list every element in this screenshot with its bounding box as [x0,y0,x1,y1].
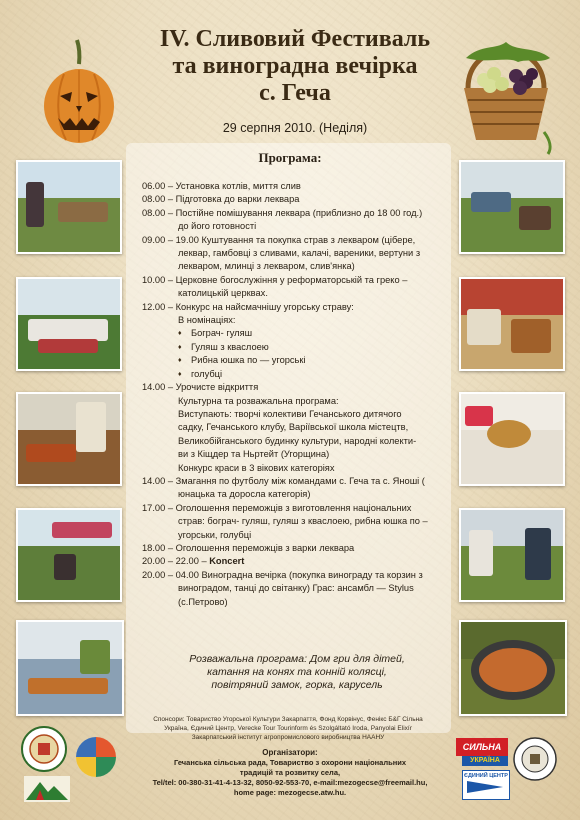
concert-label: Koncert [209,556,245,567]
event-date: 29 серпня 2010. (Неділя) [222,121,368,135]
program-row: угорськи, голубці [178,529,252,540]
festival-emblem-logo [74,735,118,779]
title-line-1: IV. Сливовий Фестиваль [159,26,431,52]
ukraina-logo-text: УКРАЇНА [470,757,500,764]
nomination-item: ♦ Гуляш з кваслоею [142,341,442,354]
program-row: 20.00 – 04.00 Виноградна вечірка (покупка винограду та корзин з [142,569,423,580]
program-row: лекваром, млинці з лекваром, слив'янка) [178,261,355,272]
program-row: садку, Гечанського клубу, Варіївської школа містецтв, [178,422,409,433]
program-row: Виступають: творчі колективи Гечанського дитячого [178,408,402,419]
nomination-item: ♦ Бограч- гуляш [142,327,442,340]
institute-seal-logo [512,736,558,782]
entertainment-line: повітряний замок, горка, карусель [211,679,383,691]
program-row: Конкурс краси в 3 вікових категоріях [178,462,335,473]
nomination-item: ♦ голубці [142,368,442,381]
title-line-3: с. Геча [259,80,331,106]
program-row: (с.Петрово) [178,596,228,607]
silna-ukraina-logo [456,738,508,756]
yedynyi-logo-text: ЄДИНИЙ ЦЕНТР [464,773,508,779]
photo-right-3 [459,392,565,486]
program-row: 14.00 – Урочисте відкриття [142,382,259,393]
program-row: 10.00 – Церковне богослужіння у реформаторській та греко – [142,274,408,285]
program-row: 18.00 – Оголошення переможців з варки леквара [142,542,355,553]
pumpkin-icon [42,34,116,144]
sponsors-block [128,715,448,742]
program-list [142,180,442,609]
program-title: Програма: [258,150,322,165]
sponsors-line: Україна, Єдиний Центр, Verecke Tour Tourinform és Szolgáltató Iroda, Panyolai Elixír [164,725,412,732]
organizers-contacts: Tel/tel: 00-380-31-41-4-13-32, 8050-92-553-70, e-mail:mezogecse@freemail.hu, [152,778,428,787]
organizers-line: Гечанська сільська рада, Товариство з охорони національних [173,758,407,767]
photo-right-5 [459,620,567,716]
program-row: 08.00 – Постійне помішування леквара (приблизно до 18 00 год.) [142,207,423,218]
photo-right-4 [459,508,565,602]
program-row: юнацька та доросла категорія) [178,489,311,500]
program-row: леквар, гамбовці з сливами, калачі, вареники, вертуни з [178,248,421,259]
program-row: Великобійганського будинку культури, народні колекти- [178,435,417,446]
program-row: виноградом, танці до світанку) Грас: ансамбл — Stylus [178,583,414,594]
program-row: 08.00 – Підготовка до варки леквара [142,194,300,205]
organizers-label: Організатори: [262,748,318,757]
entertainment-program [152,653,442,692]
program-row: 14.00 – Змагання по футболу між командами с. Геча та с. Яноші ( [142,475,425,486]
program-row: до його готовності [178,221,257,232]
yedynyi-tsentr-logo [462,770,510,800]
society-seal-logo [20,725,68,773]
organizers-line: традицій та розвитку села, [239,768,341,777]
organizers-block [134,748,446,798]
nomination-item: ♦ Рибна юшка по — угорськi [142,354,442,367]
silna-logo-text: СИЛЬНА [462,742,502,752]
photo-left-1 [16,160,122,254]
program-row: ви з Кіщдер та Ньртейт (Угорщина) [178,449,330,460]
photo-right-1 [459,160,565,254]
program-row: 12.00 – Конкурс на найсмачнішу угорську страву: [142,301,354,312]
program-row-concert: 20.00 – 22.00 – Koncert [142,556,245,567]
program-row: 06.00 – Установка котлів, миття слив [142,181,301,191]
entertainment-line: Розважальна програма: Дом гри для дітей, [189,653,405,665]
mountain-logo [24,776,70,802]
organizers-homepage: home page: mezogecse.atw.hu. [233,788,347,797]
program-row: 17.00 – Оголошення переможців з виготовлення національних [142,502,412,513]
photo-right-2 [459,277,565,371]
program-row: Культурна та розважальна програма: [178,395,339,406]
sponsors-line: Спонсори: Товариство Угорської Культури Закарпаття, Фонд Корвінус, Фенікс Б&Г Сільна [153,716,423,723]
sponsors-line: Закарпатський інститут агропромислового виробництва НААНУ [191,734,385,741]
program-row: страв: бограч- гуляш, гуляш з кваслоею, рибна юшка по – [178,516,428,527]
program-row: католицькій церквах. [178,288,268,299]
program-row: 09.00 – 19.00 Куштування та покупка страв з лекваром (цібере, [142,234,416,245]
entertainment-line: катання на конях та конній колясці, [207,666,387,678]
program-row: В номінаціях: [178,315,236,326]
photo-left-5 [16,620,124,716]
arrow-icon [463,779,509,795]
ukraina-logo [462,756,508,766]
photo-left-2 [16,277,122,371]
title-line-2: та виноградна вечірка [172,53,418,79]
photo-left-4 [16,508,122,602]
photo-left-3 [16,392,122,486]
